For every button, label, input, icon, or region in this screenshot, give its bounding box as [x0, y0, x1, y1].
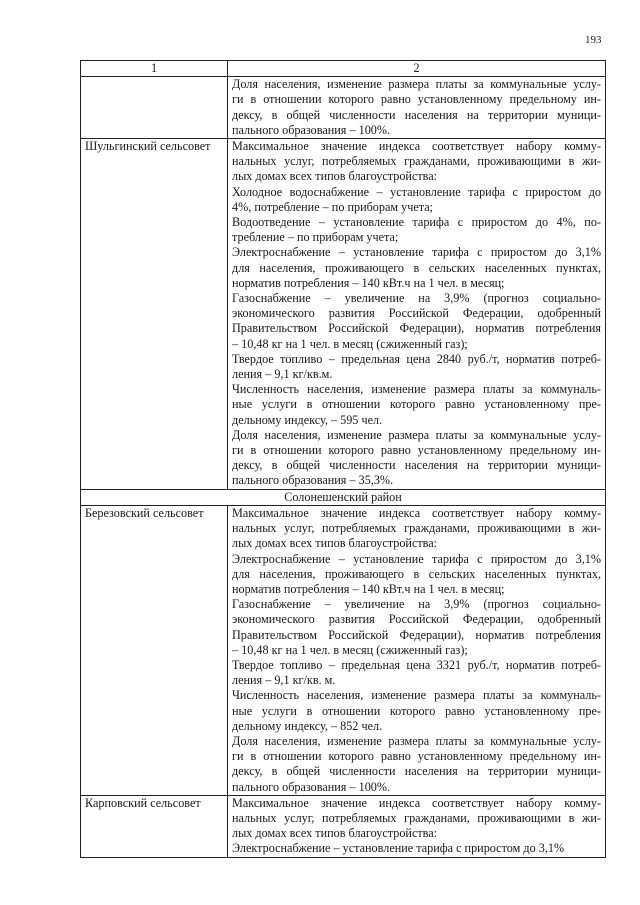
- text-line: нальных услуг, потребляемых гражданами, проживающими в жи-: [232, 521, 601, 536]
- column-header-2: 2: [228, 61, 606, 77]
- text-line: Правительством Российской Федерации), норматив потребления: [232, 321, 601, 336]
- text-line: Численность населения, изменение размера платы за коммуналь-: [232, 382, 601, 397]
- text-line: экономического развития Российской Федерации, одобренный: [232, 612, 601, 627]
- text-line: ления – 9,1 кг/кв.м.: [232, 367, 333, 382]
- text-line: ления – 9,1 кг/кв. м.: [232, 673, 336, 688]
- description-paragraph: [232, 428, 601, 489]
- description-paragraph: [232, 552, 601, 598]
- description-paragraph: [232, 796, 601, 842]
- municipality-name: Шульгинский сельсовет: [81, 139, 228, 490]
- text-line: Максимальное значение индекса соответствует набору комму-: [232, 795, 601, 810]
- description-paragraph: [232, 506, 601, 552]
- column-header-1: 1: [81, 61, 228, 77]
- text-line: пального образования – 100%.: [232, 122, 391, 137]
- text-line: ги в отношении которого равно установленному предельному ин-: [232, 443, 601, 458]
- table-row: [81, 505, 606, 795]
- text-line: Газоснабжение – увеличение на 3,9% (прогноз социально-: [232, 597, 601, 612]
- text-line: норматив потребления – 140 кВт.ч на 1 чел. в месяц;: [232, 581, 505, 596]
- text-line: Доля населения, изменение размера платы за коммунальные услу-: [232, 733, 601, 748]
- description-paragraph: [232, 688, 601, 734]
- description-paragraph: [232, 734, 601, 795]
- description-paragraph: [232, 658, 601, 688]
- text-line: пального образования – 100%.: [232, 779, 391, 794]
- text-line: требление – по приборам учета;: [232, 230, 399, 245]
- text-line: ные услуги в отношении которого равно установленному пре-: [232, 703, 601, 718]
- description-paragraph: [232, 291, 601, 352]
- text-line: экономического развития Российской Федерации, одобренный: [232, 306, 601, 321]
- text-line: Твердое топливо – предельная цена 2840 руб./т, норматив потреб-: [232, 351, 601, 366]
- text-line: Максимальное значение индекса соответствует набору комму-: [232, 505, 601, 520]
- text-line: дельному индексу, – 852 чел.: [232, 718, 383, 733]
- table-header-row: [81, 61, 606, 77]
- text-line: Электроснабжение – установление тарифа с приростом до 3,1%: [232, 245, 601, 260]
- text-line: для населения, проживающего в сельских населенных пунктах,: [232, 566, 601, 581]
- text-line: лых домах всех типов благоустройства:: [232, 826, 438, 841]
- text-line: нальных услуг, потребляемых гражданами, проживающими в жи-: [232, 154, 601, 169]
- description-paragraph: [232, 597, 601, 658]
- text-line: пального образования – 35,3%.: [232, 473, 394, 488]
- description-paragraph: [232, 139, 601, 185]
- text-line: дексу, в общей численности населения на территории муници-: [232, 107, 601, 122]
- municipality-name: Карповский сельсовет: [81, 795, 228, 857]
- text-line: лых домах всех типов благоустройства:: [232, 169, 438, 184]
- description-paragraph: [232, 352, 601, 382]
- text-line: Водоотведение – установление тарифа с приростом до 4%, по-: [232, 215, 601, 230]
- description-paragraph: [232, 245, 601, 291]
- text-line: Электроснабжение – установление тарифа с приростом до 3,1%: [232, 551, 601, 566]
- text-line: Доля населения, изменение размера платы за коммунальные услу-: [232, 77, 601, 92]
- text-line: ги в отношении которого равно установленному предельному ин-: [232, 92, 601, 107]
- index-description: [228, 139, 606, 490]
- text-line: для населения, проживающего в сельских населенных пунктах,: [232, 260, 601, 275]
- text-line: Доля населения, изменение размера платы за коммунальные услу-: [232, 427, 601, 442]
- text-line: дексу, в общей численности населения на территории муници-: [232, 764, 601, 779]
- district-name: Солонешенский район: [81, 489, 606, 505]
- table-row: [81, 139, 606, 490]
- page-number: 193: [585, 34, 602, 46]
- text-line: нальных услуг, потребляемых гражданами, проживающими в жи-: [232, 810, 601, 825]
- text-line: Холодное водоснабжение – установление тарифа с приростом до: [232, 184, 601, 199]
- description-paragraph: [232, 77, 601, 138]
- text-line: Максимальное значение индекса соответствует набору комму-: [232, 139, 601, 154]
- text-line: дексу, в общей численности населения на территории муници-: [232, 458, 601, 473]
- text-line: ги в отношении которого равно установленному предельному ин-: [232, 749, 601, 764]
- text-line: лых домах всех типов благоустройства:: [232, 536, 438, 551]
- text-line: Твердое топливо – предельная цена 3321 руб./т, норматив потреб-: [232, 657, 601, 672]
- district-row: [81, 489, 606, 505]
- table-row: [81, 77, 606, 139]
- municipality-name: [81, 77, 228, 139]
- description-paragraph: [232, 382, 601, 428]
- tariff-table: [80, 60, 606, 858]
- text-line: – 10,48 кг на 1 чел. в месяц (сжиженный газ);: [232, 642, 468, 657]
- index-description: [228, 795, 606, 857]
- text-line: Газоснабжение – увеличение на 3,9% (прогноз социально-: [232, 291, 601, 306]
- text-line: Численность населения, изменение размера платы за коммуналь-: [232, 688, 601, 703]
- index-description: [228, 77, 606, 139]
- municipality-name: Березовский сельсовет: [81, 505, 228, 795]
- description-paragraph: [232, 185, 601, 215]
- index-description: [228, 505, 606, 795]
- description-paragraph: [232, 215, 601, 245]
- text-line: дельному индексу, – 595 чел.: [232, 412, 383, 427]
- text-line: – 10,48 кг на 1 чел. в месяц (сжиженный газ);: [232, 336, 468, 351]
- text-line: ные услуги в отношении которого равно установленному пре-: [232, 397, 601, 412]
- text-line: Правительством Российской Федерации), норматив потребления: [232, 627, 601, 642]
- table-row: [81, 795, 606, 857]
- description-paragraph: [232, 841, 601, 856]
- text-line: Электроснабжение – установление тарифа с приростом до 3,1%: [232, 841, 565, 856]
- text-line: норматив потребления – 140 кВт.ч на 1 чел. в месяц;: [232, 275, 505, 290]
- text-line: 4%, потребление – по приборам учета;: [232, 199, 434, 214]
